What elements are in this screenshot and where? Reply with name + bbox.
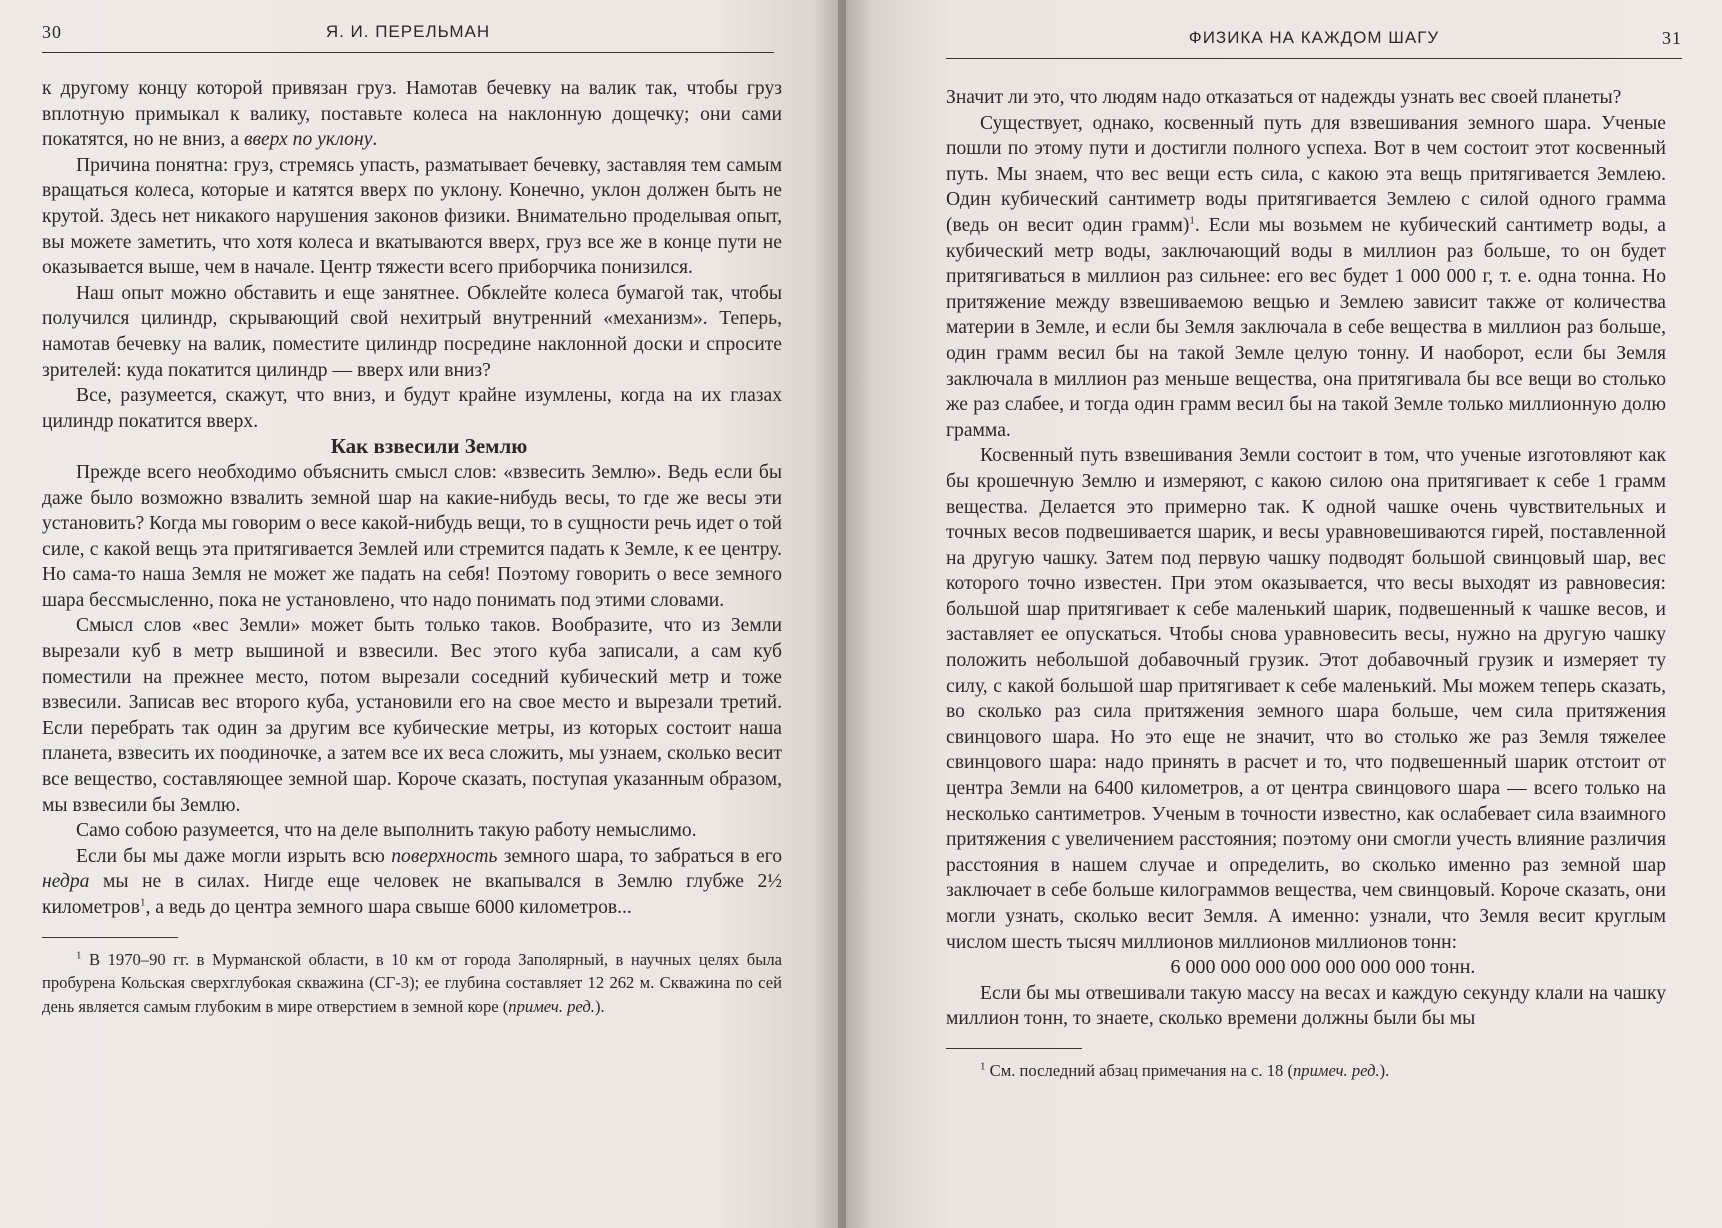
footnote: $^1$ См. последний абзац примечания на с. 18 (примеч. ред.). <box>980 1060 1390 1080</box>
left-page <box>0 0 838 1228</box>
footnote-reference: 1 <box>139 896 146 909</box>
footnote-reference: 1 <box>1189 214 1195 227</box>
right-running-header <box>946 24 1682 59</box>
paragraph: Прежде всего необходимо объяснить смысл слов: «взвесить Землю». Ведь если бы даже было возможно взвалить земной шар на какие-нибудь весы, то где же весы эти установить? Когда мы говорим о весе какой-нибудь вещи, то в сущности речь идет о той силе, с какой вещь эта притягивается Землей или стремится падать к Земле, к ее центру. Но сама-то наша Земля не может же падать на себя! Поэтому говорить о весе земного шара бессмысленно, пока не установлено, что надо понимать под этими словами. <box>42 461 782 611</box>
paragraph: Значит ли это, что людям надо отказаться от надежды узнать вес своей планеты? <box>946 87 1622 108</box>
paragraph: Если бы мы отвешивали такую массу на весах и каждую секунду клали на чашку миллион тонн, то знаете, сколько времени должны были бы мы <box>946 982 1666 1030</box>
paragraph: Косвенный путь взвешивания Земли состоит в том, что ученые изготовляют как бы крошечную Землю и измеряют, с какою силою она притягивает к себе 1 грамм вещества. Делается это примерно так. К одной чашке очень чувствительных и точных весов подвешивается шарик, и весы уравновешиваются гирей, поставленной на другую чашку. Затем под первую чашку подводят большой свинцовый шар, вес которого точно известен. При этом оказывается, что весы выходят из равновесия: большой шар притягивает к себе маленький шарик, подвешенный к чашке весов, и заставляет ее опускаться. Чтобы снова уравновесить весы, нужно на другую чашку положить небольшой добавочный грузик. Этот добавочный грузик и измеряет ту силу, с какой большой шар притягивает к себе маленький. Мы можем теперь сказать, во сколько раз сила притяжения земного шара больше, чем сила притяжения свинцового шара. Но это еще не значит, что во столько же раз Земля тяжелее свинцового шара: надо принять в расчет и то, что подвешенный шарик отстоит от центра Земли на 6400 километров, а от центра свинцового шара — всего только на несколько сантиметров. Ученым в точности известно, как ослабевает сила взаимного притяжения с увеличением расстояния; поэтому они смогли учесть влияние различия расстояния в нашем случае и определить, во сколько именно раз земной шар заключает в себе больше килограммов вещества, чем свинцовый. Короче сказать, они могли узнать, сколько весит Земля. А именно: узнали, что Земля весит круглым числом шесть тысяч миллионов миллионов миллионов тонн: <box>946 445 1666 953</box>
paragraph: к другому концу которой привязан груз. Намотав бечевку на валик так, чтобы груз вплотную примыкал к валику, поставьте колеса на наклонную дощечку; они сами покатятся, но не вниз, а вверх по уклону. <box>42 78 782 151</box>
right-running-head-title: ФИЗИКА НА КАЖДОМ ШАГУ <box>1188 28 1440 47</box>
left-running-header <box>42 18 774 53</box>
footnote-divider <box>946 1048 1082 1049</box>
right-page-number: 31 <box>1662 28 1682 48</box>
paragraph: Если бы мы даже могли изрыть всю поверхность земного шара, то забраться в его недра мы не в силах. Нигде еще человек не вкапывался в Землю глубже 2½ километров$^1$, а ведь до центра земного шара свыше 6000 километров... <box>42 845 782 918</box>
paragraph: Само собою разумеется, что на деле выполнить такую работу немыслимо. <box>76 820 697 842</box>
footnote: $^1$ В 1970–90 гг. в Мурманской области, в 10 км от города Заполярный, в научных целях была пробурена Кольская сверхглубокая скважина (СГ-3); ее глубина составляет 12 262 м. Скважина по сей день является самым глубоким в мире отверстием в земной коре (примеч. ред.). <box>42 949 782 1016</box>
footnote-divider <box>42 937 178 938</box>
left-page-body <box>42 76 782 1018</box>
left-page-number: 30 <box>42 22 62 42</box>
paragraph: Существует, однако, косвенный путь для взвешивания земного шара. Ученые пошли по этому пути и достигли полного успеха. Вот в чем состоит этот косвенный путь. Мы знаем, что вес вещи есть сила, с какою эта вещь притягивается Землею. Один кубический сантиметр воды притягивается Землею с силой одного грамма (ведь он весит один грамм)$^1$. Если мы возьмем не кубический сантиметр воды, а кубический метр воды, заключающий воды в миллион раз больше, то он будет притягиваться в миллион раз сильнее: его вес будет 1 000 000 г, т. е. одна тонна. Но притяжение между взвешиваемою вещью и Землею зависит также от количества материи в Земле, и если бы Земля заключала в себе вещества в миллион раз больше, один грамм весил бы на такой Земле целую тонну. И наоборот, если бы Земля заключала в миллион раз меньше вещества, она притягивала бы все вещи во столько же раз слабее, и тогда один грамм весил бы на такой Земле только миллионную долю грамма. <box>946 112 1666 441</box>
big-number: 6 000 000 000 000 000 000 000 тонн. <box>1170 956 1476 979</box>
right-page-body <box>946 85 1666 1082</box>
paragraph: Все, разумеется, скажут, что вниз, и будут крайне изумлены, когда на их глазах цилиндр покатится вверх. <box>42 385 782 432</box>
right-page <box>846 0 1722 1228</box>
paragraph: Наш опыт можно обставить и еще занятнее. Обклейте колеса бумагой так, чтобы получился цилиндр, скрывающий свой нехитрый внутренний «механизм». Теперь, намотав бечевку на валик, поместите цилиндр посредине наклонной доски и спросите зрителей: куда покатится цилиндр — вверх или вниз? <box>42 282 782 381</box>
section-heading: Как взвесили Землю <box>330 434 528 459</box>
left-running-head-title: Я. И. ПЕРЕЛЬМАН <box>325 22 491 41</box>
paragraph: Причина понятна: груз, стремясь упасть, разматывает бечевку, заставляя тем самым вращаться колеса, которые и катятся вверх по уклону. Конечно, уклон должен быть не крутой. Здесь нет никакого нарушения законов физики. Внимательно проделывая опыт, вы можете заметить, что хотя колеса и вкатываются вверх, груз все же в конце пути не оказывается выше, чем в начале. Центр тяжести всего приборчика понизился. <box>42 154 782 279</box>
paragraph: Смысл слов «вес Земли» может быть только таков. Вообразите, что из Земли вырезали куб в метр вышиной и взвесили. Вес этого куба записали, а сам куб поместили на прежнее место, потом вырезали соседний кубический метр и тоже взвесили. Записав вес второго куба, установили его на свое место и вырезали третий. Если перебрать так один за другим все кубические метры, из которых состоит наша планета, взвесить их поодиночке, а затем все их веса сложить, мы узнаем, сколько весит все вещество, составляющее земной шар. Короче сказать, поступая указанным образом, мы взвесили бы Землю. <box>42 615 782 816</box>
